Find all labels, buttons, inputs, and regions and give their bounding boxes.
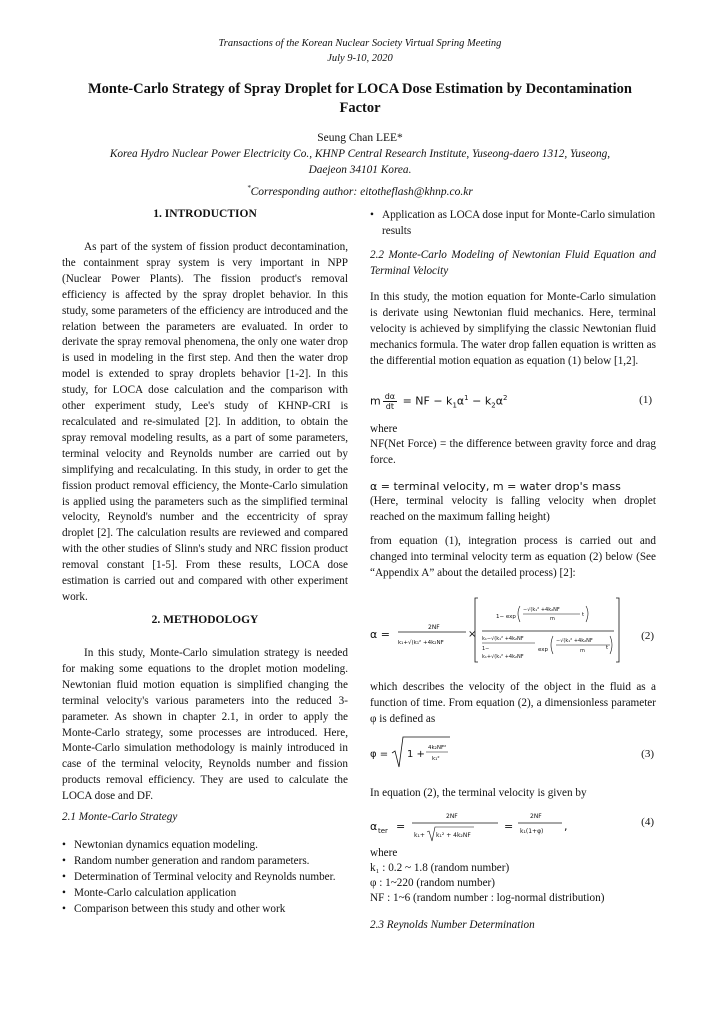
author: Seung Chan LEE* bbox=[317, 132, 403, 144]
title-line-2: Factor bbox=[339, 100, 381, 116]
svg-text:1 +: 1 + bbox=[407, 749, 425, 760]
svg-text:k₁²: k₁² bbox=[432, 756, 440, 762]
subsection-2-3-heading: 2.3 Reynolds Number Determination bbox=[370, 919, 535, 931]
phi-range: φ : 1~220 (random number) bbox=[370, 877, 495, 889]
list-item: • Application as LOCA dose input for Monte-Carlo simulation results bbox=[370, 208, 656, 240]
application-bullet bbox=[370, 208, 656, 240]
subsection-2-1-heading: 2.1 Monte-Carlo Strategy bbox=[62, 811, 178, 823]
equation-3 bbox=[370, 735, 490, 771]
paragraph-dimensionless: which describes the velocity of the object in the fluid as a function of time. From equation (2), a dimensionless parameter φ is defined as bbox=[370, 681, 656, 725]
svg-text:4k₂NF²: 4k₂NF² bbox=[428, 745, 447, 751]
introduction-text: As part of the system of fission product decontamination, the containment spray system is very important in NPP (Nuclear Power Plants). The fission product's removal efficiency is affected by the spray droplet behavior. In this study, some parameters of the efficiency are introduced and the relation between the parameters are evaluated. In order to derivate the spray removal phenomena, the only one water drop is used in modeling in the first step. And then the water drop model is extended to spray droplets behavior [1-2]. In this study, for LOCA dose calculation and the comparison with other experiment study, Lee's study of KHNP-CRI is recalculated and re-simulated [2]. In addition, to obtain the spray removal modeling results, as a part of some parameters, terminal velocity and Reynolds number are carried out by simplifying and recalculating. In this study, in order to get the fission product removal efficiency, the Monte-Carlo simulation is applied using the parameters such as the simplified terminal velocity, Reynold's number and the eccentricity of spray droplet [2]. The calculation results are reviewed and compared with the other studies of Slinn's study and NRC fission product removal constant [1-5]. From these results, LOCA dose estimation is carried out and compared with other experiment work. bbox=[62, 241, 348, 603]
equation-1: m $\frac{d\alpha}{dt}$ = NF − $k_1\alpha^1 - k_2\alpha^2$ (1) bbox=[370, 392, 652, 411]
subsection-2-2-heading: 2.2 Monte-Carlo Modeling of Newtonian Fluid Equation and Terminal Velocity bbox=[370, 249, 656, 277]
equation-2 bbox=[370, 596, 660, 668]
net-force-definition: NF(Net Force) = the difference between gravity force and drag force. bbox=[370, 438, 656, 466]
terminal-velocity-note: (Here, terminal velocity is falling velocity when droplet reached on the maximum falling height) bbox=[370, 495, 656, 523]
svg-text:m: m bbox=[580, 648, 585, 654]
corresponding-text: Corresponding author: eitotheflash@khnp.co.kr bbox=[250, 185, 473, 198]
svg-text:k₁+√(k₁² +4k₂NF: k₁+√(k₁² +4k₂NF bbox=[398, 640, 444, 646]
paragraph-terminal-velocity: In equation (2), the terminal velocity is given by bbox=[370, 787, 587, 799]
equation-4-number: (4) bbox=[641, 816, 654, 828]
svg-text:k₁² + 4k₂NF: k₁² + 4k₂NF bbox=[436, 832, 471, 839]
svg-text:ter: ter bbox=[378, 827, 388, 835]
where-label-2: where bbox=[370, 847, 398, 859]
meeting-date: July 9-10, 2020 bbox=[327, 53, 393, 64]
k1-range: k₁ : 0.2 ~ 1.8 (random number) bbox=[370, 862, 510, 874]
svg-text:m: m bbox=[550, 616, 555, 622]
title-line-1: Monte-Carlo Strategy of Spray Droplet for LOCA Dose Estimation by Decontamination bbox=[88, 81, 632, 97]
list-item: • Comparison between this study and other work bbox=[62, 902, 348, 918]
equation-3-number: (3) bbox=[641, 748, 654, 760]
list-item: • Random number generation and random parameters. bbox=[62, 854, 348, 870]
equation-2-number: (2) bbox=[641, 630, 654, 642]
svg-text:2NF: 2NF bbox=[428, 624, 440, 631]
svg-text:,: , bbox=[564, 820, 568, 833]
paragraph-motion-equation: In this study, the motion equation for Monte-Carlo simulation is derivate using Newtonian fluid mechanics. Here, terminal velocity is achieved by simplifying the classic Newtonian fluid mechanics formula. The water drop fallen equation is written as the differential motion equation as equation (1) below [1,2]. bbox=[370, 291, 656, 367]
svg-text:k₁(1+φ): k₁(1+φ) bbox=[520, 828, 544, 835]
svg-text:α: α bbox=[370, 820, 378, 833]
methodology-text: In this study, Monte-Carlo simulation strategy is needed for making some equations to the droplet motion modeling. Newtonian fluid motion equation is simplified changing the terminal velocity's various parameters into the reduced 3-parameter. As shown in chapter 2.1, in order to apply the Monte-Carlo strategy, some processes are introduced. Here, Monte-Carlo simulation methodology is mainly introduced in case of the terminal velocity, Reynolds number and fission products removal efficiency. They are used to calculate the LOCA dose and DF. bbox=[62, 647, 348, 803]
paper-title bbox=[70, 80, 650, 118]
journal-header: Transactions of the Korean Nuclear Society Virtual Spring Meeting bbox=[218, 38, 502, 49]
svg-text:2NF: 2NF bbox=[446, 813, 458, 820]
svg-text:=: = bbox=[504, 820, 514, 833]
svg-text:k₁+√(k₁² +4k₂NF: k₁+√(k₁² +4k₂NF bbox=[482, 654, 524, 660]
paragraph-integration: from equation (1), integration process is carried out and changed into terminal velocity term as equation (2) below (See “Appendix A” about the detailed process) [2]: bbox=[370, 535, 656, 579]
svg-text:×: × bbox=[468, 629, 477, 640]
affiliation-line-2: Daejeon 34101 Korea. bbox=[308, 164, 412, 176]
list-item: • Monte-Carlo calculation application bbox=[62, 886, 348, 902]
list-item: • Determination of Terminal velocity and Reynolds number. bbox=[62, 870, 348, 886]
list-item: • Newtonian dynamics equation modeling. bbox=[62, 838, 348, 854]
svg-text:k₁+: k₁+ bbox=[414, 832, 425, 839]
svg-text:1−: 1− bbox=[482, 646, 490, 652]
section-methodology-heading: 2. METHODOLOGY bbox=[151, 614, 259, 626]
svg-text:φ =: φ = bbox=[370, 749, 389, 760]
svg-text:t: t bbox=[606, 645, 609, 651]
svg-text:k₁−√(k₁² +4k₂NF: k₁−√(k₁² +4k₂NF bbox=[482, 636, 524, 642]
corresponding-author: *Corresponding author: eitotheflash@khnp.co.kr bbox=[247, 184, 473, 198]
where-label-1: where bbox=[370, 423, 398, 435]
affiliation bbox=[60, 146, 660, 178]
equation-4 bbox=[370, 806, 610, 846]
nf-range: NF : 1~6 (random number : log-normal distribution) bbox=[370, 892, 605, 904]
alpha-definition: α = terminal velocity, m = water drop's mass bbox=[370, 480, 621, 493]
svg-text:−√(k₁² +4k₂NF: −√(k₁² +4k₂NF bbox=[556, 638, 593, 644]
svg-text:1− exp: 1− exp bbox=[496, 614, 516, 620]
svg-text:=: = bbox=[396, 820, 406, 833]
svg-text:t: t bbox=[582, 612, 585, 618]
svg-text:−√(k₁² +4k₂NF: −√(k₁² +4k₂NF bbox=[523, 607, 560, 613]
affiliation-line-1: Korea Hydro Nuclear Power Electricity Co., KHNP Central Research Institute, Yuseong-daero 1312, Yuseong, bbox=[109, 148, 611, 160]
strategy-bullet-list bbox=[62, 838, 348, 918]
equation-1-number: (1) bbox=[639, 394, 652, 406]
section-introduction-heading: 1. INTRODUCTION bbox=[153, 208, 257, 220]
svg-text:2NF: 2NF bbox=[530, 813, 542, 820]
svg-text:exp: exp bbox=[538, 647, 549, 653]
svg-text:α =: α = bbox=[370, 628, 390, 641]
